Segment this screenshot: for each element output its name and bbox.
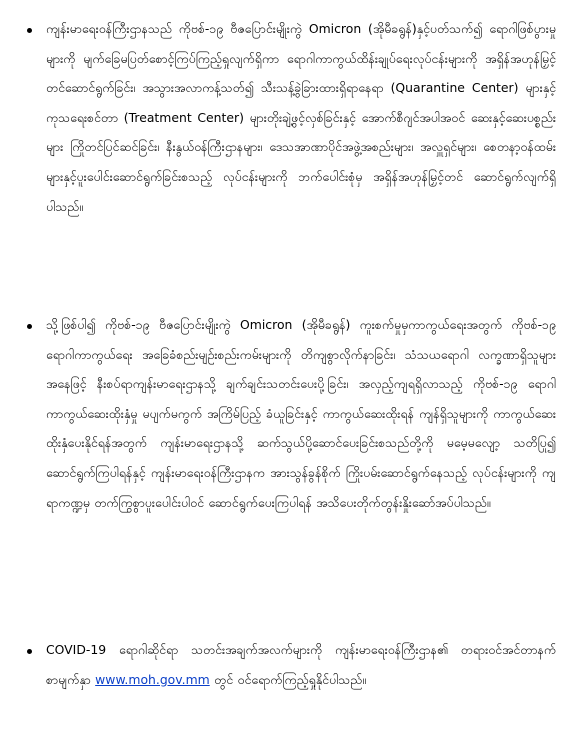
bullet-dot-icon: [27, 28, 32, 33]
list-item: [0, 14, 570, 294]
paragraph-text: တွင် ဝင်ရောက်ကြည့်ရှုနိုင်ပါသည်။: [209, 671, 366, 687]
website-link[interactable]: www.moh.gov.mm: [95, 671, 210, 687]
list-item: [0, 310, 570, 620]
paragraph-public-advice: [46, 310, 556, 620]
list-item: [0, 635, 570, 705]
bullet-dot-icon: [27, 324, 32, 329]
paragraph-omicron-response: [46, 14, 556, 294]
bullet-dot-icon: [27, 649, 32, 654]
paragraph-text: COVID-19 ရောဂါဆိုင်ရာ သတင်းအချက်အလက်များကို ကျန်းမာရေးဝန်ကြီးဌာန၏ တရားဝင်အင်တာနက်စာမျက်နှာ: [46, 642, 556, 687]
paragraph-website-info: [46, 635, 556, 705]
paragraph-text: ကျန်းမာရေးဝန်ကြီးဌာနသည် ကိုဗစ်-၁၉ ဗီဇပြောင်းမျိုးကွဲ Omicron (အိုမီခရွန်)နှင့်ပတ်သက်၍ ရောဂါဖြစ်ပွားမှုများကို မျက်ခြေမပြတ်စောင့်ကြပ်ကြည့်ရှုလျက်ရှိကာ ရောဂါကာကွယ်ထိန်းချုပ်ရေးလုပ်ငန်းများကို အရှိန်အဟုန်မြှင့်တင်ဆောင်ရွက်ခြင်း၊ အသွားအလာကန့်သတ်၍ သီးသန့်ခွဲခြားထားရှိရာနေရာ (Quarantine Center) များနှင့် ကုသရေးစင်တာ (Treatment Center) များတိုးချဲ့ဖွင့်လှစ်ခြင်းနှင့် အောက်စီဂျင်အပါအဝင် ဆေးနှင့်ဆေးပစ္စည်းများ ကြိုတင်ပြင်ဆင်ခြင်း၊ နီးနွယ်ဝန်ကြီးဌာနများ၊ ဒေသအာဏာပိုင်အဖွဲ့အစည်းများ၊ အလှူရှင်များ၊ စေတနာ့ဝန်ထမ်းများနှင့်ပူးပေါင်းဆောင်ရွက်ခြင်းစသည့် လုပ်ငန်းများကို ဘက်ပေါင်းစုံမှ အရှိန်အဟုန်မြှင့်တင် ဆောင်ရွက်လျက်ရှိပါသည်။: [46, 21, 556, 214]
paragraph-text: သို့ဖြစ်ပါ၍ ကိုဗစ်-၁၉ ဗီဇပြောင်းမျိုးကွဲ Omicron (အိုမီခရွန်) ကူးစက်မှုမှကာကွယ်ရေးအတွက် ကိုဗစ်-၁၉ ရောဂါကာကွယ်ရေး အခြေခံစည်းမျဉ်းစည်းကမ်းများကို တိကျစွာလိုက်နာခြင်း၊ သံသယရောဂါ လက္ခဏာရှိသူများအနေဖြင့် နီးစပ်ရာကျန်းမာရေးဌာနသို့ ချက်ချင်းသတင်းပေးပို့ခြင်း၊ အလှည့်ကျရရှိလာသည့် ကိုဗစ်-၁၉ ရောဂါ ကာကွယ်ဆေးထိုးနှံမှု မပျက်မကွက် အကြိမ်ပြည့် ခံယူခြင်းနှင့် ကာကွယ်ဆေးထိုးရန် ကျန်ရှိသူများကို ကာကွယ်ဆေးထိုးနှံပေးနိုင်ရန်အတွက် ကျန်းမာရေးဌာနသို့ ဆက်သွယ်ပို့ဆောင်ပေးခြင်းစသည်တို့ကို မမေ့မလျော့ သတိပြု၍ ဆောင်ရွက်ကြပါရန်နှင့် ကျန်းမာရေးဝန်ကြီးဌာနက အားသွန်ခွန်စိုက် ကြိုးပမ်းဆောင်ရွက်နေသည့် လုပ်ငန်းများကို ကျရာကဏ္ဍမှ တက်ကြွစွာပူးပေါင်းပါဝင် ဆောင်ရွက်ပေးကြပါရန် အသိပေးတိုက်တွန်းနှိုးဆော်အပ်ပါသည်။: [46, 317, 556, 510]
